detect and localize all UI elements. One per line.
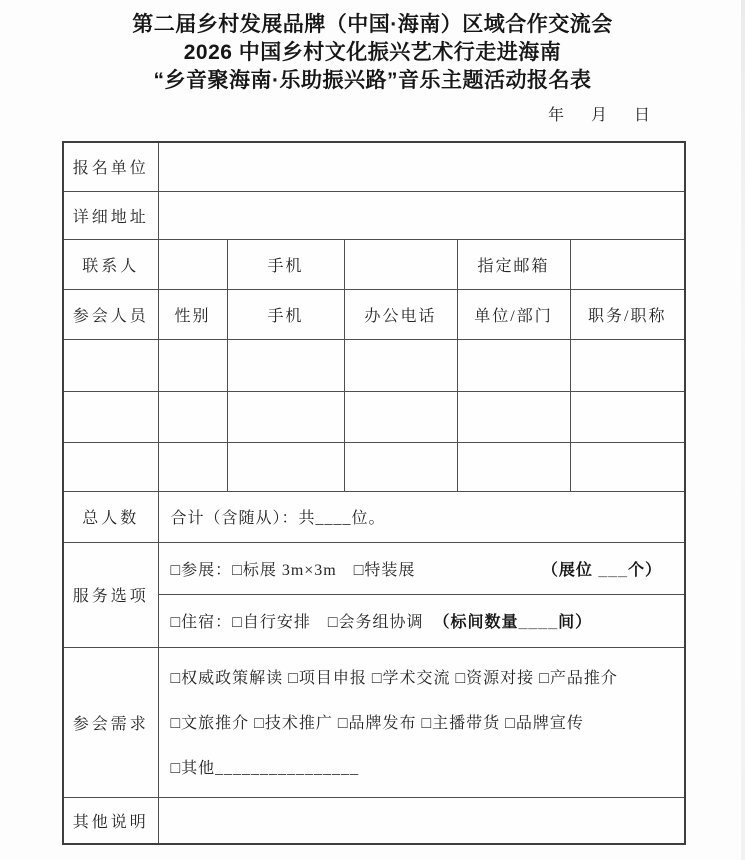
contact-mobile-value-cell	[344, 239, 457, 289]
attendee-entry-cell	[158, 391, 227, 442]
unit-label-cell: 报名单位	[63, 142, 158, 191]
contact-email-value-cell	[570, 239, 685, 289]
needs-line-2: □文旅推介 □技术推广 □品牌发布 □主播带货 □品牌宣传	[170, 714, 584, 732]
date-month-label: 月	[590, 107, 607, 124]
date-line	[0, 102, 745, 125]
attendee-entry-cell	[570, 339, 685, 391]
attendee-entry-cell	[457, 442, 570, 491]
attendee-entry-cell	[63, 442, 158, 491]
total-value-cell: 合计（含随从）：共____位。	[158, 491, 685, 542]
contact-name-value-cell	[158, 239, 227, 289]
unit-value-cell	[158, 142, 685, 191]
attendee-entry-cell	[63, 391, 158, 442]
service-lodging-line	[159, 609, 685, 632]
service-exhibit-booth-count: （展位 ___个）	[541, 561, 663, 579]
title-line-2: 2026 中国乡村文化振兴艺术行走进海南	[183, 41, 562, 64]
address-label-cell: 详细地址	[63, 191, 158, 239]
attendee-header-department: 单位/部门	[457, 289, 570, 339]
attendee-entry-cell	[344, 442, 457, 491]
scan-edge-artifact	[741, 0, 745, 860]
row-service-exhibit	[63, 542, 685, 594]
attendee-entry-cell	[344, 391, 457, 442]
attendee-entry-cell	[227, 442, 344, 491]
attendee-entry-cell	[158, 339, 227, 391]
attendee-entry-cell	[457, 339, 570, 391]
needs-line-1: □权威政策解读 □项目申报 □学术交流 □资源对接 □产品推介	[170, 669, 618, 687]
service-exhibit-line	[159, 557, 685, 580]
other-label-cell: 其他说明	[63, 797, 158, 844]
row-other	[63, 797, 685, 844]
contact-label-cell: 联系人	[63, 239, 158, 289]
other-value-cell	[158, 797, 685, 844]
date-year-label: 年	[547, 107, 564, 124]
service-exhibit-options: □参展：□标展 3m×3m □特装展	[170, 561, 416, 579]
total-label-cell: 总人数	[63, 491, 158, 542]
attendee-header-mobile: 手机	[227, 289, 344, 339]
attendee-entry-cell	[570, 391, 685, 442]
attendee-entry-cell	[570, 442, 685, 491]
service-exhibit-cell	[158, 542, 685, 594]
needs-value-cell	[158, 647, 685, 797]
contact-email-label-cell: 指定邮箱	[457, 239, 570, 289]
attendee-label-cell: 参会人员	[63, 289, 158, 339]
title-line-3: “乡音聚海南·乐助振兴路”音乐主题活动报名表	[153, 69, 592, 92]
attendee-entry-row	[63, 442, 685, 491]
attendee-entry-cell	[227, 339, 344, 391]
attendee-header-gender: 性别	[158, 289, 227, 339]
service-label-cell: 服务选项	[63, 542, 158, 647]
row-address	[63, 191, 685, 239]
attendee-entry-cell	[344, 339, 457, 391]
attendee-entry-row	[63, 339, 685, 391]
row-unit	[63, 142, 685, 191]
attendee-header-office-phone: 办公电话	[344, 289, 457, 339]
address-value-cell	[158, 191, 685, 239]
row-contact	[63, 239, 685, 289]
needs-line-3: □其他________________	[170, 759, 360, 777]
service-lodging-options: □住宿：□自行安排 □会务组协调	[170, 614, 424, 631]
service-lodging-room-count: （标间数量____间）	[433, 614, 593, 631]
attendee-entry-cell	[457, 391, 570, 442]
attendee-header-position: 职务/职称	[570, 289, 685, 339]
contact-mobile-label-cell: 手机	[227, 239, 344, 289]
attendee-entry-row	[63, 391, 685, 442]
title-line-1: 第二届乡村发展品牌（中国·海南）区域合作交流会	[132, 13, 613, 36]
attendee-entry-cell	[158, 442, 227, 491]
attendee-entry-cell	[63, 339, 158, 391]
row-total	[63, 491, 685, 542]
row-needs	[63, 647, 685, 797]
service-lodging-cell	[158, 594, 685, 647]
needs-label-cell: 参会需求	[63, 647, 158, 797]
date-day-label: 日	[633, 107, 650, 124]
attendee-entry-cell	[227, 391, 344, 442]
row-attendee-header	[63, 289, 685, 339]
form-title-block	[0, 0, 745, 95]
registration-form-table	[62, 141, 686, 845]
